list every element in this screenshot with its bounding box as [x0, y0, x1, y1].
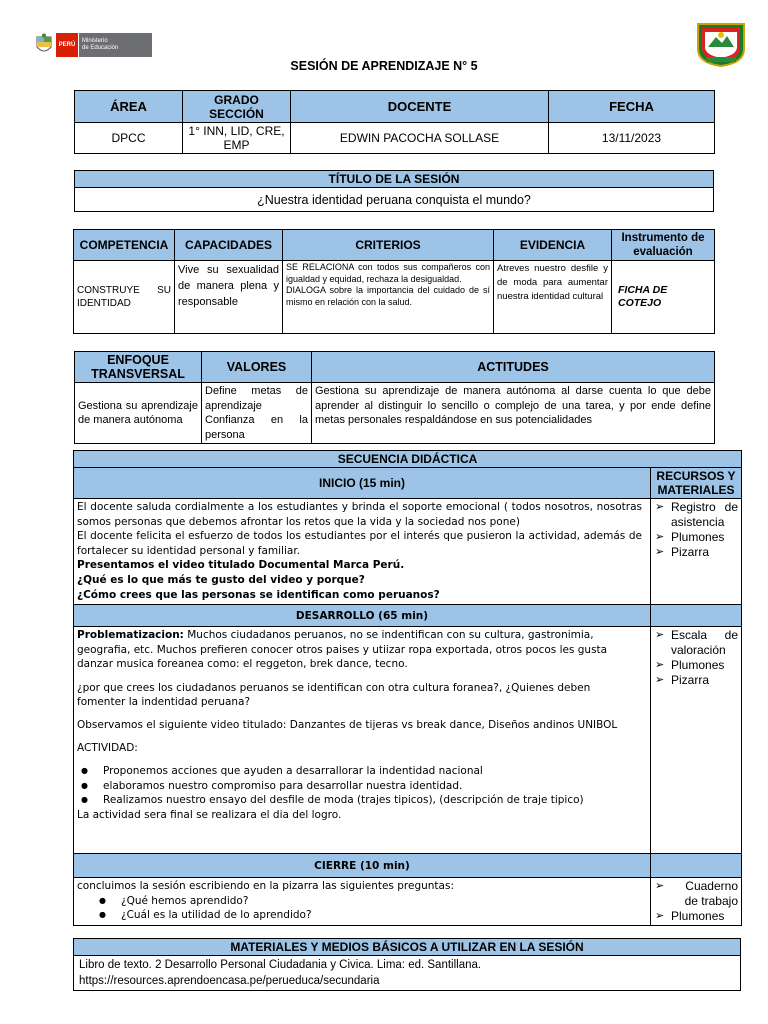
desarrollo-final: La actividad sera final se realizara el dia del logro.	[77, 808, 342, 821]
recurso-item: ➢ Registro de asistencia	[654, 500, 738, 530]
criterios-line-2: DIALOGA sobre la importancia del cuidado de sí mismo en relación con la salud.	[286, 285, 490, 307]
criterios-value	[283, 261, 494, 334]
recurso-item: ➢ Pizarra	[654, 673, 738, 688]
session-title-header: TÍTULO DE LA SESIÓN	[75, 171, 714, 188]
recurso-item: ➢ Plumones	[654, 658, 738, 673]
enfoque-value: Gestiona su aprendizaje de manera autónoma	[75, 383, 202, 444]
materiales-table	[73, 938, 741, 991]
gov-ministry-line2: de Educación	[82, 45, 119, 51]
header-evidencia: EVIDENCIA	[494, 230, 612, 261]
desarrollo-recursos-header	[651, 605, 742, 627]
desarrollo-observe: Observamos el siguiente video titulado: Danzantes de tijeras vs break dance, Diseños andinos UNIBOL	[77, 718, 618, 731]
valores-value	[202, 383, 312, 444]
cierre-header: CIERRE (10 min)	[74, 854, 651, 878]
recurso-item: ➢ Pizarra	[654, 545, 738, 560]
recurso-item: ➢ Plumones	[654, 909, 738, 924]
spacer	[77, 710, 638, 718]
inicio-header: INICIO (15 min)	[74, 468, 651, 499]
gov-ministry-line1: Ministerio	[82, 38, 108, 44]
value-fecha: 13/11/2023	[549, 123, 715, 154]
recursos-header: RECURSOS Y MATERIALES	[651, 468, 742, 499]
header-valores: VALORES	[202, 352, 312, 383]
cierre-pregunta: ● ¿Qué hemos aprendido?	[121, 894, 647, 909]
actividad-item: ● elaboramos nuestro compromiso para desarrollar nuestra identidad.	[103, 779, 638, 794]
cierre-pregunta: ● ¿Cuál es la utilidad de lo aprendido?	[121, 908, 647, 923]
session-title-table	[74, 170, 714, 212]
evidencia-value: Atreves nuestro desfile y de moda para aumentar nuestra identidad cultural	[494, 261, 612, 334]
actitudes-value: Gestiona su aprendizaje de manera autónoma al darse cuenta lo que debe aprender al distinguir lo sencillo o complejo de una tarea, y por ende define metas personales respaldándose en sus potencialidades	[312, 383, 715, 444]
header-criterios: CRITERIOS	[283, 230, 494, 261]
info-table	[74, 90, 715, 154]
secuencia-table	[73, 450, 742, 926]
capacidades-value: Vive su sexualidad de manera plena y responsable	[175, 261, 283, 334]
inicio-p2: El docente felicita el esfuerzo de todos los estudiantes por el interés que pusieron la actividad, además de fortalecer su identidad personal y familiar.	[77, 530, 642, 557]
peru-red-box	[56, 33, 78, 57]
header-fecha: FECHA	[549, 91, 715, 123]
desarrollo-content	[74, 627, 651, 854]
valores-line-1: Define metas de aprendizaje	[205, 385, 308, 412]
recurso-item: ➢ Cuaderno de trabajo	[654, 879, 738, 909]
actividad-item: ● Proponemos acciones que ayuden a desarrallorar la indentidad nacional	[103, 764, 638, 779]
header-competencia: COMPETENCIA	[74, 230, 175, 261]
header-enfoque: ENFOQUE TRANSVERSAL	[75, 352, 202, 383]
enfoque-table	[74, 351, 715, 444]
recurso-item: ➢ Escala de valoración	[654, 628, 738, 658]
problematizacion-text: Muchos ciudadanos peruanos, no se indentifican con su cultura, gastronimia, geografia, etc. Muchos prefieren conocer otros paises y utiizar ropa exportada, otros pocos les gusta danzar musica foreanea como: el reggeton, brek dance, tecno.	[77, 629, 608, 671]
header-instrumento: Instrumento de evaluación	[612, 230, 715, 261]
header-actitudes: ACTITUDES	[312, 352, 715, 383]
competence-table	[73, 229, 715, 334]
cierre-intro: concluimos la sesión escribiendo en la pizarra las siguientes preguntas:	[77, 880, 454, 892]
gov-country: PERÚ	[58, 42, 76, 48]
valores-line-2: Confianza en la persona	[205, 414, 308, 441]
materiales-header: MATERIALES Y MEDIOS BÁSICOS A UTILIZAR EN LA SESIÓN	[74, 939, 741, 956]
actividad-item: ● Realizamos nuestro ensayo del desfile de moda (trajes tipicos), (descripción de traje tipico)	[103, 793, 638, 808]
header-area: ÁREA	[75, 91, 183, 123]
ministry-logo	[34, 33, 152, 57]
desarrollo-question: ¿por que crees los ciudadanos peruanos se identifican con otra cultura foranea?, ¿Quienes deben fomenter la indentidad peruana?	[77, 681, 591, 709]
materiales-line-1: Libro de texto. 2 Desarrollo Personal Ciudadania y Civica. Lima: ed. Santillana.	[79, 959, 482, 971]
header-docente: DOCENTE	[291, 91, 549, 123]
header-grado-seccion: GRADO SECCIÓN	[183, 91, 291, 123]
inicio-recursos	[651, 499, 742, 605]
problematizacion-label: Problematizacion:	[77, 629, 184, 641]
desarrollo-recursos	[651, 627, 742, 854]
session-title: SESIÓN DE APRENDIZAJE N° 5	[290, 59, 478, 73]
inicio-content	[74, 499, 651, 605]
spacer	[77, 672, 638, 681]
competencia-value: CONSTRUYE SU IDENTIDAD	[74, 261, 175, 334]
actividad-label: ACTIVIDAD:	[77, 741, 138, 754]
spacer	[77, 733, 638, 741]
inicio-b2: ¿Qué es lo que más te gusto del video y porque?	[77, 573, 365, 586]
problematizacion	[77, 628, 638, 672]
criterios-line-1: SE RELACIONA con todos sus compañeros con igualdad y equidad, rechaza la desigualdad.	[286, 262, 490, 284]
desarrollo-header: DESARROLLO (65 min)	[74, 605, 651, 627]
value-docente: EDWIN PACOCHA SOLLASE	[291, 123, 549, 154]
materiales-line-2: https://resources.aprendoencasa.pe/perueduca/secundaria	[79, 975, 380, 987]
value-grado-seccion: 1° INN, LID, CRE, EMP	[183, 123, 291, 154]
materiales-content	[74, 956, 741, 991]
cierre-recursos-header	[651, 854, 742, 878]
instrumento-value: FICHA DE COTEJO	[612, 261, 715, 334]
header-capacidades: CAPACIDADES	[175, 230, 283, 261]
inicio-b1: Presentamos el video titulado Documental Marca Perú.	[77, 559, 405, 572]
recurso-item: ➢ Plumones	[654, 530, 738, 545]
session-title-value: ¿Nuestra identidad peruana conquista el mundo?	[75, 188, 714, 212]
cierre-recursos	[651, 878, 742, 926]
spacer	[77, 755, 638, 764]
cierre-content	[74, 878, 651, 926]
value-area: DPCC	[75, 123, 183, 154]
inicio-p1: El docente saluda cordialmente a los estudiantes y brinda el soporte emocional ( todos nosotros, nosotras somos personas que debemos afrontar los retos que la vida y la sociedad nos pone)	[77, 501, 642, 528]
peru-coat-of-arms-icon	[34, 33, 54, 57]
secuencia-title: SECUENCIA DIDÁCTICA	[74, 451, 742, 468]
inicio-b3: ¿Cómo crees que las personas se identifican como peruanos?	[77, 588, 440, 601]
ministry-box	[79, 33, 152, 57]
